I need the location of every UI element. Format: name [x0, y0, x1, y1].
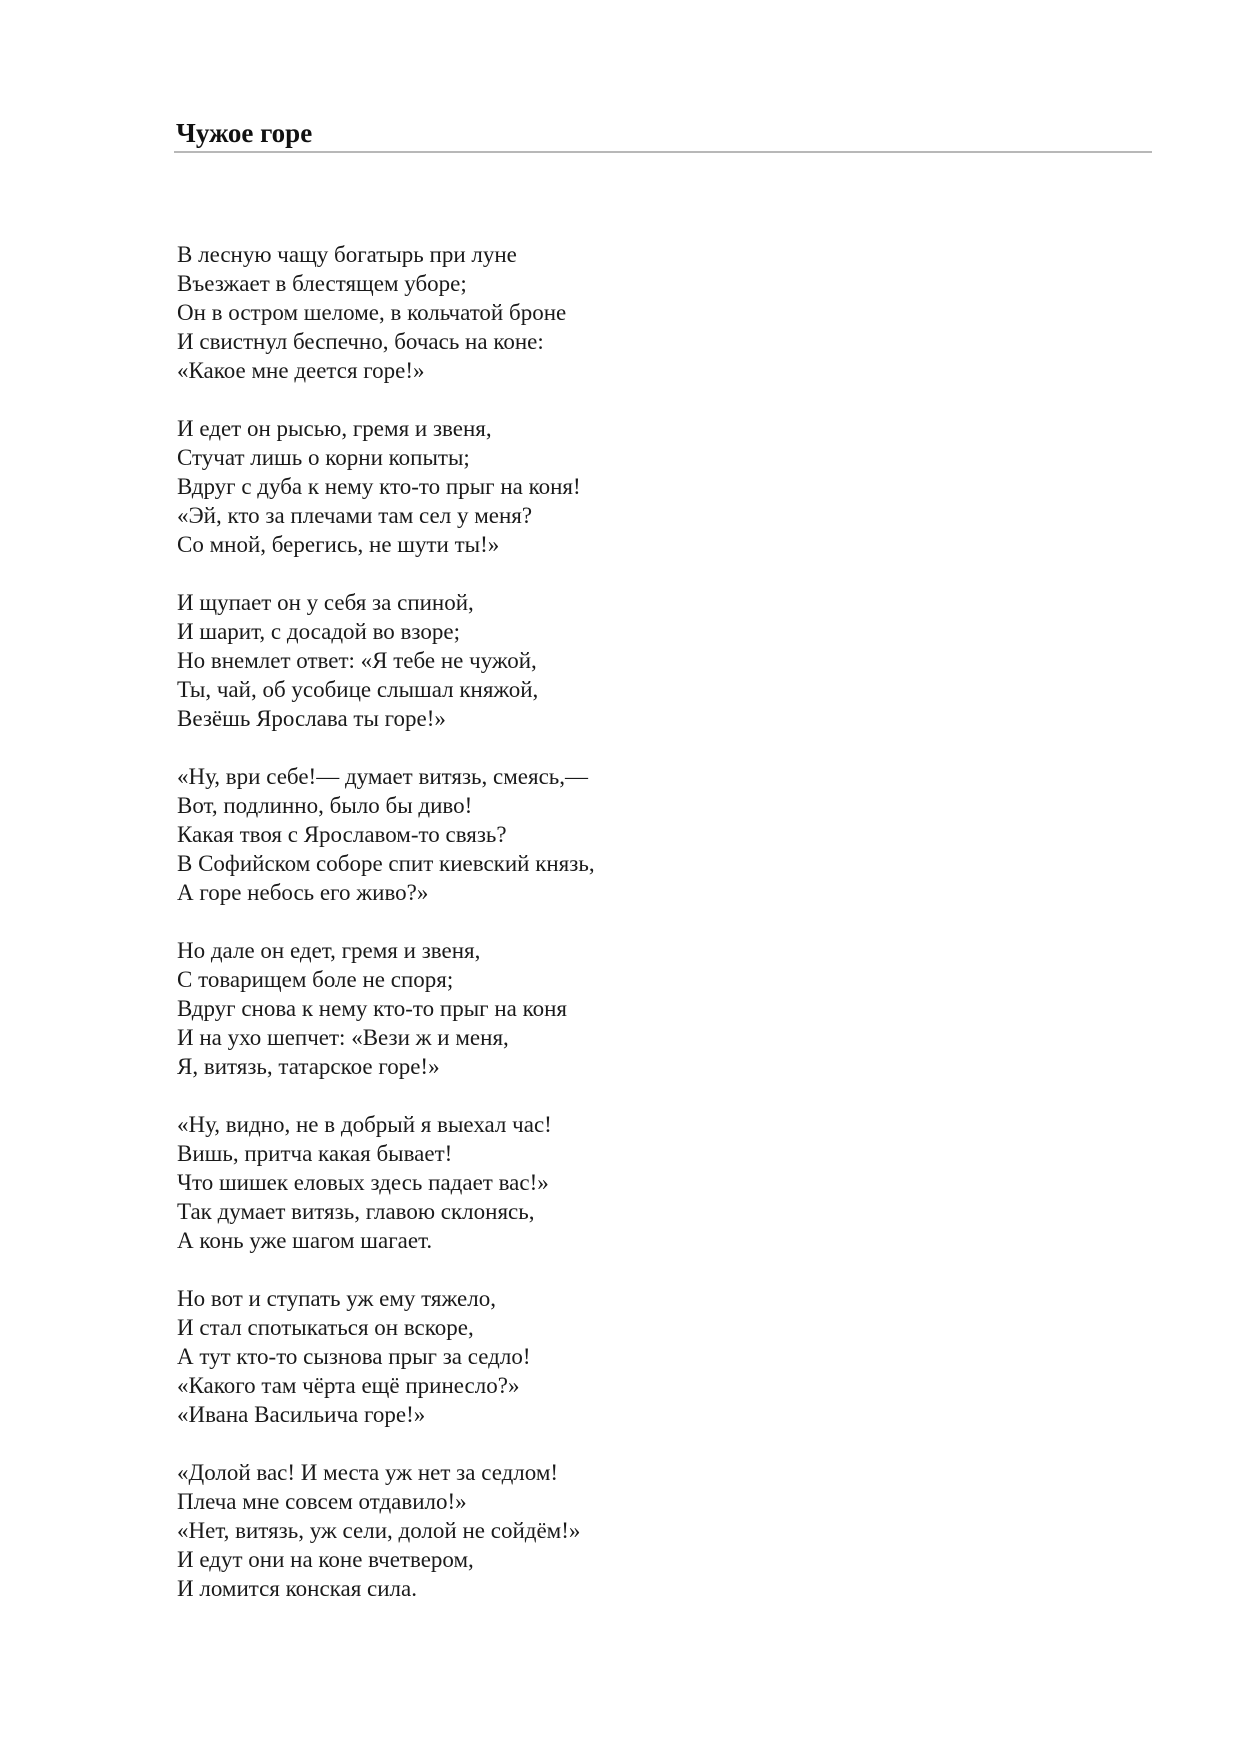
verse-line: Плеча мне совсем отдавило!»: [177, 1489, 467, 1514]
verse-line: Ты, чай, об усобице слышал княжой,: [177, 677, 539, 702]
verse-line: «Нет, витязь, уж сели, долой не сойдём!»: [177, 1518, 581, 1543]
verse-line: Так думает витязь, главою склонясь,: [177, 1199, 535, 1224]
verse-line: Везёшь Ярослава ты горе!»: [177, 706, 446, 731]
verse-line: И ломится конская сила.: [177, 1576, 417, 1601]
verse-line: Что шишек еловых здесь падает вас!»: [177, 1170, 549, 1195]
stanza: [177, 240, 1077, 385]
stanza: [177, 588, 1077, 733]
verse-line: Въезжает в блестящем уборе;: [177, 271, 467, 296]
stanza: [177, 1284, 1077, 1429]
verse-line: Он в остром шеломе, в кольчатой броне: [177, 300, 567, 325]
verse-line: Но вот и ступать уж ему тяжело,: [177, 1286, 496, 1311]
verse-line: Но внемлет ответ: «Я тебе не чужой,: [177, 648, 537, 673]
verse-line: А тут кто-то сызнова прыг за седло!: [177, 1344, 531, 1369]
verse-line: И едет он рысью, гремя и звеня,: [177, 416, 492, 441]
verse-line: «Долой вас! И места уж нет за седлом!: [177, 1460, 559, 1485]
verse-line: Вдруг снова к нему кто-то прыг на коня: [177, 996, 568, 1021]
verse-line: И щупает он у себя за спиной,: [177, 590, 474, 615]
stanza: [177, 936, 1077, 1081]
verse-line: И стал спотыкаться он вскоре,: [177, 1315, 474, 1340]
verse-line: Но дале он едет, гремя и звеня,: [177, 938, 481, 963]
verse-line: «Какого там чёрта ещё принесло?»: [177, 1373, 520, 1398]
verse-line: Вдруг с дуба к нему кто-то прыг на коня!: [177, 474, 581, 499]
verse-line: «Эй, кто за плечами там сел у меня?: [177, 503, 533, 528]
verse-line: Стучат лишь о корни копыты;: [177, 445, 470, 470]
verse-line: «Какое мне деется горе!»: [177, 358, 425, 383]
verse-line: И на ухо шепчет: «Вези ж и меня,: [177, 1025, 509, 1050]
page-title: Чужое горе: [176, 118, 313, 148]
verse-line: «Ну, видно, не в добрый я выехал час!: [177, 1112, 552, 1137]
verse-line: И шарит, с досадой во взоре;: [177, 619, 460, 644]
stanza: [177, 1458, 1077, 1603]
poem-body: [177, 240, 1077, 1632]
verse-line: В Софийском соборе спит киевский князь,: [177, 851, 595, 876]
verse-line: «Ну, ври себе!— думает витязь, смеясь,—: [177, 764, 589, 789]
verse-line: И свистнул беспечно, бочась на коне:: [177, 329, 544, 354]
verse-line: В лесную чащу богатырь при луне: [177, 242, 517, 267]
stanza: [177, 762, 1077, 907]
verse-line: Вот, подлинно, было бы диво!: [177, 793, 473, 818]
stanza: [177, 1110, 1077, 1255]
verse-line: С товарищем боле не споря;: [177, 967, 454, 992]
verse-line: И едут они на коне вчетвером,: [177, 1547, 474, 1572]
verse-line: А конь уже шагом шагает.: [177, 1228, 433, 1253]
title-divider: [174, 151, 1152, 153]
verse-line: Какая твоя с Ярославом-то связь?: [177, 822, 507, 847]
verse-line: «Ивана Васильича горе!»: [177, 1402, 426, 1427]
stanza: [177, 414, 1077, 559]
verse-line: Со мной, берегись, не шути ты!»: [177, 532, 500, 557]
verse-line: Я, витязь, татарское горе!»: [177, 1054, 440, 1079]
verse-line: А горе небось его живо?»: [177, 880, 429, 905]
verse-line: Вишь, притча какая бывает!: [177, 1141, 453, 1166]
